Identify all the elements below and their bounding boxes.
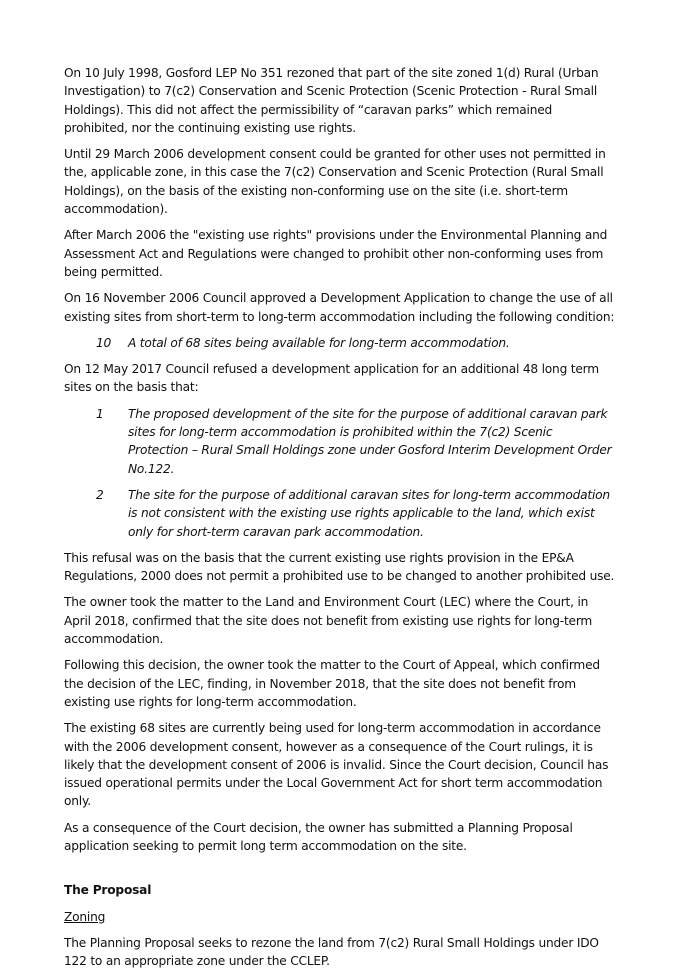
refusal-reason-text: The proposed development of the site for the purpose of additional caravan park sites for long-term accommodation is prohibited within the 7(c2) Scenic Protection – Rural Small Holdings zone under Gosford Interim Development Order No.122. [128, 406, 612, 476]
subsection-heading: Zoning [64, 909, 106, 924]
condition-number: 10 [96, 335, 112, 350]
paragraph-existing-use-rights-change: After March 2006 the "existing use rights" provisions under the Environmental Planning and Assessment Act and Regulations were changed to prohibit other non-conforming uses from being permitted. [64, 228, 608, 279]
refusal-reason-number: 1 [96, 406, 104, 421]
paragraph-consent-until-2006: Until 29 March 2006 development consent could be granted for other uses not permitted in the, applicable zone, in this case the 7(c2) Conservation and Scenic Protection (Rural Small Holdings), on the basis of the existing non-conforming use on the site (i.e. short-term accommodation). [64, 147, 606, 217]
condition-text: A total of 68 sites being available for long-term accommodation. [128, 335, 510, 350]
paragraph-zoning: The Planning Proposal seeks to rezone the land from 7(c2) Rural Small Holdings under IDO 122 to an appropriate zone under the CCLEP. [64, 935, 599, 969]
paragraph-lep-351: On 10 July 1998, Gosford LEP No 351 rezoned that part of the site zoned 1(d) Rural (Urban Investigation) to 7(c2) Conservation and Scenic Protection (Scenic Protection - Rural Small Holdings). This did not affect the permissibility of “caravan parks” which remained prohibited, nor the continuing existing use rights. [64, 66, 599, 135]
section-heading: The Proposal [64, 883, 152, 898]
paragraph-refusal-basis: This refusal was on the basis that the current existing use rights provision in the EP&A Regulations, 2000 does not permit a prohibited use to be changed to another prohibited use. [64, 550, 615, 584]
paragraph-planning-proposal-submitted: As a consequence of the Court decision, the owner has submitted a Planning Proposal application seeking to permit long term accommodation on the site. [64, 820, 573, 853]
refusal-reason-number: 2 [96, 487, 104, 502]
refusal-reason-text: The site for the purpose of additional caravan sites for long-term accommodation is not consistent with the existing use rights applicable to the land, which exist only for short-term caravan park accommodation. [128, 487, 610, 539]
paragraph-court-of-appeal: Following this decision, the owner took the matter to the Court of Appeal, which confirmed the decision of the LEC, finding, in November 2018, that the site does not benefit from existing use rights for long-term accommodation. [64, 658, 600, 709]
paragraph-lec: The owner took the matter to the Land and Environment Court (LEC) where the Court, in April 2018, confirmed that the site does not benefit from existing use rights for long-term accommodation. [64, 595, 593, 647]
paragraph-2006-approval: On 16 November 2006 Council approved a Development Application to change the use of all existing sites from short-term to long-term accommodation including the following condition: [64, 291, 615, 324]
paragraph-2017-refusal: On 12 May 2017 Council refused a development application for an additional 48 long term sites on the basis that: [64, 362, 599, 395]
document-page [64, 64, 616, 978]
paragraph-existing-68-sites: The existing 68 sites are currently being used for long-term accommodation in accordance with the 2006 development consent, however as a consequence of the Court rulings, it is likely that the development consent of 2006 is invalid. Since the Court decision, Council has issued operational permits under the Local Government Act for short term accommodation only. [64, 721, 609, 809]
condition-item [64, 334, 616, 352]
refusal-reason-item [64, 405, 616, 478]
refusal-reason-item [64, 486, 616, 541]
